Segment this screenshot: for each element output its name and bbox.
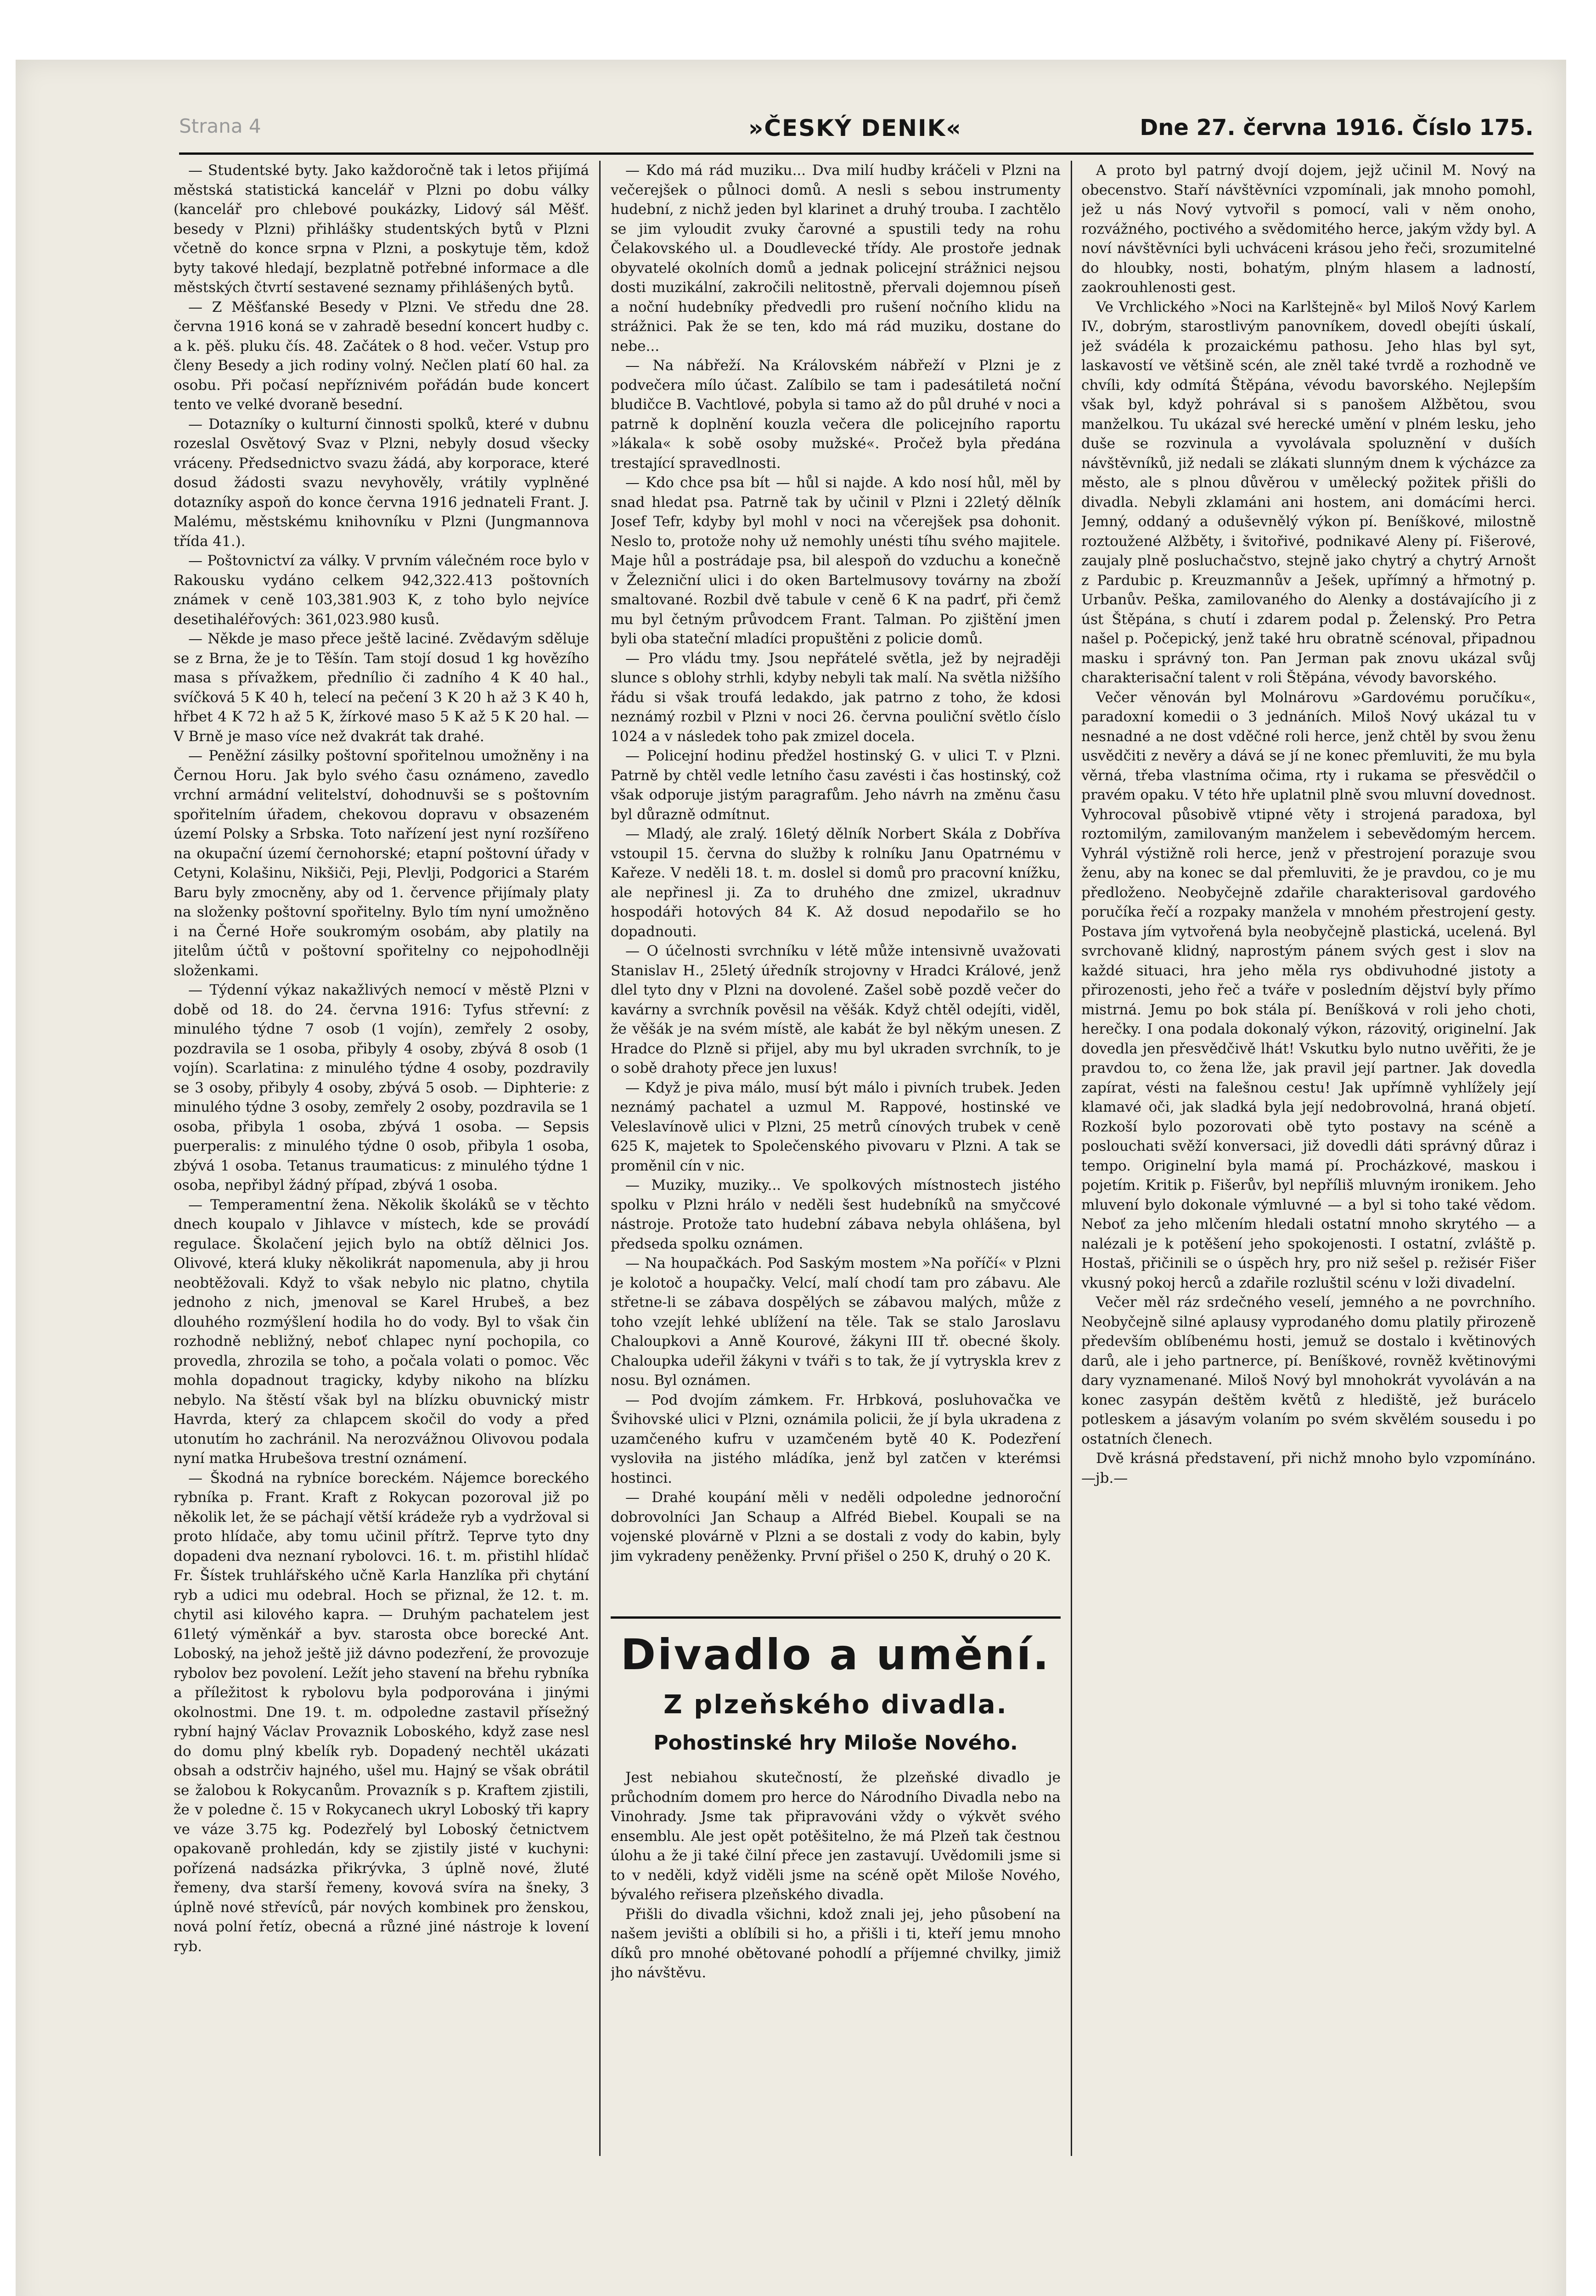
news-item: — Na nábřeží. Na Královském nábřeží v Plzni je z podvečera mílo účast. Zalíbilo se tam i padesátiletá noční bludičce B. Vachtlové, pobyla si tamo až do půl druhé v noci a patrně k doplnění kouzla večera dle policejního raportu »lákala« k sobě osoby mužské«. Pročež byla předána trestající spravedlnosti. [611, 357, 1061, 472]
news-item: — Temperamentní žena. Několik školáků se v těchto dnech koupalo v Jihlavce v místech, kde se provádí regulace. Školačení jejich bylo na obtíž dělnici Jos. Olivové, která kluky několikrát napomenula, aby ji hrou neobtěžovali. Když to však nebylo nic platno, chytila jednoho z nich, jmenoval se Karel Hrubeš, a bez dlouhého rozmýšlení hodila ho do vody. Byl to však čin rozhodně nebližný, neboť chlapec nyní pochopila, co provedla, zhrozila se toho, a počala volati o pomoc. Věc mohla dopadnout tragicky, kdyby nikoho na blízku nebylo. Na štěstí však byl na blízku obuvnický mistr Havrda, který za chlapcem skočil do vody a před utonutím ho zachránil. Na nerozvážnou Olivovou podala nyní matka Hrubešova trestní oznámení. [174, 1196, 589, 1467]
news-item: — Dotazníky o kulturní činnosti spolků, které v dubnu rozeslal Osvětový Svaz v Plzni, nebyly dosud všecky vráceny. Předsednictvo svazu žádá, aby korporace, které dosud žádosti svazu nevyhověly, vrátily vyplněné dotazníky aspoň do konce června 1916 jednateli Frant. J. Malému, městskému knihovníku v Plzni (Jungmannova třída 41.). [174, 416, 589, 550]
news-item: — Peněžní zásilky poštovní spořitelnou umožněny i na Černou Horu. Jak bylo svého času oznámeno, zavedlo vrchní armádní velitelství, dohodnuvši se s poštovním spořitelním úřadem, chekovou dopravu v obsazeném území Polsky a Srbska. Toto nařízení jest nyní rozšířeno na okupační území černohorské; etapní poštovní úřady v Cetyni, Kolašinu, Nikšiči, Peji, Plevlji, Podgorici a Starém Baru byly zmocněny, aby od 1. července přijímaly platy na složenky poštovní spořitelny. Bylo tím nyní umožněno i na Černé Hoře soukromým osobám, aby platily na jitelům účtů v poštovní spořitelny co nejpohodlněji složenkami. [174, 748, 589, 979]
column-theatre-review [611, 1768, 1061, 2154]
review-paragraph: Jest nebiahou skutečností, že plzeňské divadlo je průchodním domem pro herce do Národního Divadla nebo na Vinohrady. Jsme tak připravováni vždy o výkvět svého ensemblu. Ale jest opět potěšitelno, že má Plzeň tak čestnou úlohu a že ji také čilní přece jen zastavují. Uvědomili jsme si to v neděli, když viděli jsme na scéně opět Miloše Nového, bývalého reřisera plzeňského divadla. [611, 1769, 1061, 1903]
column-local-news [174, 161, 589, 2156]
section-rule [611, 1616, 1061, 1619]
column-police-news [611, 161, 1061, 1616]
section-title: Divadlo a umění. [620, 1630, 1051, 1679]
news-item: — Z Měšťanské Besedy v Plzni. Ve středu dne 28. června 1916 koná se v zahradě besední koncert hudby c. a k. pěš. pluku čís. 48. Začátek o 8 hod. večer. Vstup pro členy Besedy a jich rodiny volný. Nečlen platí 60 hal. za osobu. Při počasí nepříznivém pořádán bude koncert tento ve velké dvoraně besední. [174, 298, 589, 413]
column-divider [599, 161, 601, 2156]
review-paragraph: Večer věnován byl Molnárovu »Gardovému poručíku«, paradoxní komedii o 3 jednáních. Miloš Nový ukázal tu v nesnadné a ne dost vděčné roli herce, jenž chtěl by svou ženu usvědčiti z nevěry a dává se jí ne konec přemluviti, že mu byla věrná, třeba vlastníma očima, rty i rukama se přesvědčil o pravém opaku. V této hře uplatnil plně svou mluvní dovednost. Vyhrocoval působivě vtipné věty i strojená paradoxa, byl roztomilým, zamilovaným manželem i sebevědomým hercem. Vyhrál výstižně roli herce, jenž v přestrojení porazuje svou ženu, aby na konec se dal přemluviti, že je pravdou, co je mu předloženo. Neobyčejně zdařile charakterisoval gardového poručíka řečí a rozpaky manžela v mnohém přestrojení gesty. Postava jím vytvořená byla neobyčejně plastická, ucelená. Byl svrchovaně klidný, naprostým pánem svých gest i slov na každé situaci, hra jeho měla rys obdivuhodné jistoty a přirozenosti, jeho řeč a tváře v posledním dějství byly přímo mistrná. Jemu po bok stála pí. Beníšková v roli jeho choti, herečky. I ona podala dokonalý výkon, rázovitý, originelní. Jak dovedla jen přesvědčivě lhát! Vskutku bylo nutno uvěřiti, že je pravdou to, co žena lže, jak pravil její partner. Jak dovedla zapírat, vésti na falešnou cestu! Jak upřímně vyhlížely její klamavé oči, jak sladká byla její nedobrovolná, hraná objetí. Rozkoší bylo pozorovati obě tyto postavy na scéně a poslouchati svěží konversaci, již dovedli dáti správný důraz i tempo. Originelní byla mamá pí. Procházkové, maskou i pojetím. Kritik p. Fišerův, byl nepříliš mluvným ironikem. Jeho mluvení bylo dokonale výmluvné — a byl si toho také vědom. Neboť za jeho mlčením hledali ostatní mnoho skrytého — a nalézali je k potěšení jeho spokojenosti. I ostatní, zvláště p. Hostaš, přičinili se o úspěch hry, pro niž sešel p. režisér Fišer vkusný pokoj herců a zdařile rozluštil scénu v loži divadelní. [1081, 689, 1536, 1291]
news-item: — O účelnosti svrchníku v létě může intensivně uvažovati Stanislav H., 25letý úředník strojovny v Hradci Králové, jenž dlel tyto dny v Plzni na dovolené. Zašel sobě pozdě večer do kavárny a svrchník pověsil na věšák. Když chtěl odejíti, viděl, že věšák je na svém místě, ale kabát že byl někým unesen. Z Hradce do Plzně si přijel, aby mu byl ukraden svrchník, to je o sobě drahoty přece jen luxus! [611, 943, 1061, 1076]
review-paragraph: A proto byl patrný dvojí dojem, jejž učinil M. Nový na obecenstvo. Staří návštěvníci vzpomínali, jak mnoho pomohl, jež u nás Nový vytvořil s pomocí, vali v něm onoho, rozvážného, poctivého a svědomitého herce, jakým vždy byl. A noví návštěvníci byli uchváceni krásou jeho řeči, srozumitelné do hloubky, nosti, bohatým, plným hlasem a ladností, zaokrouhlenosti gest. [1081, 162, 1536, 296]
news-item: — Kdo má rád muziku... Dva milí hudby kráčeli v Plzni na večerejšek o půlnoci domů. A nesli s sebou instrumenty hudební, z nichž jeden byl klarinet a druhý trouba. I zachtělo se jim vyloudit zvuky čarovné a spustili tedy na rohu Čelakovského ul. a Doudlevecké třídy. Ale prostoře jednak obyvatelé okolních domů a jednak policejní strážnici nejsou dosti muzikální, zakročili nelitostně, přervali dojemnou píseň a noční hudebníky předvedli pro rušení nočního klidu na strážnici. Pak že se ten, kdo má rád muziku, dostane do nebe... [611, 162, 1061, 355]
review-paragraph: Večer měl ráz srdečného veselí, jemného a ne povrchního. Neobyčejně silné aplausy vyprodaného domu platily přirozeně především oblíbenému hosti, jemuž se dostalo i květinových darů, ale i jeho partnerce, pí. Beníškové, rovněž květinovými dary vyznamenané. Miloš Nový byl mnohokrát vyvoláván a na konec zasypán deštěm květů z hlediště, jež burácelo potleskem a jásavým volaním po svém skvělém sousedu i po ostatních členech. [1081, 1294, 1536, 1447]
news-item: — Škodná na rybníce boreckém. Nájemce boreckého rybníka p. Frant. Kraft z Rokycan pozoroval již po několik let, že se páchají větší krádeže ryb a vydržoval si proto hlídače, aby tomu učinil přítrž. Teprve tyto dny dopadeni dva neznaní rybolovci. 16. t. m. přistihl hlídač Fr. Šístek truhlářského učně Karla Hanzlíka při chytání ryb a udici mu odebral. Hoch se přiznal, že 12. t. m. chytil asi kilového kapra. — Druhým pachatelem jest 61letý výměnkář a byv. starosta obce borecké Ant. Loboský, na jehož ještě již dávno podezření, že provozuje rybolov bez povolení. Ležít jeho stavení na břehu rybníka a příležitost k rybolovu byla podporována i jinými okolnostmi. Dne 19. t. m. odpoledne zastavil přísežný rybní hajný Václav Provaznik Loboského, když zase nesl do domu plný kbelík ryb. Dopadený nechtěl ukázati obsah a odstrčiv hajného, ušel mu. Hajný se však obrátil se žalobou k Rokycanům. Provazník s p. Kraftem zjistili, že v poledne č. 15 v Rokycanech ukryl Loboský tři kapry ve váze 3.75 kg. Podezřelý byl Loboský četnictvem opakovaně prohledán, kdy se zjistily jisté v kuchyni: pořízená nadsázka přikrývka, 3 úplně nové, žluté řemeny, dva starší řemeny, kovová svíra na šneky, 3 úplně nové střevíců, pár nových kombinek pro ženskou, nová polní řetíz, obecná a různé jiné nástroje k lovení ryb. [174, 1469, 589, 1955]
news-item: — Pro vládu tmy. Jsou nepřátelé světla, jež by nejraději slunce s oblohy strhli, kdyby nebyli tak malí. Na světla nižšího řádu si však troufá ledakdo, jak patrno z toho, že kdosi neznámý rozbil v Plzni v noci 26. června pouliční světlo číslo 1024 a v následek toho pak zmizel docela. [611, 650, 1061, 745]
news-item: — Když je piva málo, musí být málo i pivních trubek. Jeden neznámý pachatel a uzmul M. Rappové, hostinské ve Veleslavínově ulici v Plzni, 25 metrů cínových trubek v ceně 625 K, majetek to Společenského pivovaru v Plzni. A tak se proměnil cín v nic. [611, 1079, 1061, 1174]
news-item: — Kdo chce psa bít — hůl si najde. A kdo nosí hůl, měl by snad hledat psa. Patrně tak by učinil v Plzni i 22letý dělník Josef Tefr, kdyby byl mohl v noci na včerejšek psa dohonit. Neslo to, protože nohy už nemohly unésti tíhu svého majitele. Maje hůl a postrádaje psa, bil alespoň do vzduchu a konečně v Železniční ulici i do oken Bartelmusovy továrny na zboží smaltované. Rozbil dvě tabule v ceně 6 K na padrť, při čemž mu byl četným průvodcem Frant. Talman. Po zjištění jmen byli oba stateční mladíci propuštěni z policie domů. [611, 474, 1061, 647]
page-number: Strana 4 [179, 115, 261, 137]
section-subtitle: Z plzeňského divadla. [663, 1690, 1008, 1720]
review-paragraph: Ve Vrchlického »Noci na Karlštejně« byl Miloš Nový Karlem IV., dobrým, starostlivým panovníkem, dovedl obejíti úskalí, jež svádéla k prozaickému pathosu. Jeho hlas byl syt, laskavostí ve většině scén, ale zněl také tvrdě a rozhodně ve chvíli, kdy odmítá Štěpána, vévodu bavorského. Nejlepším však byl, když pohrával si s panošem Alžbětou, svou manželkou. Tu ukázal své herecké umění v plném lesku, jeho duše se rozvinula a vyvolávala spoluznění v duších návštěvníků, již nedali se zlákati slunným dnem k výcházce za město, ale s plnou důvěrou v umělecký požitek přišli do divadla. Nebyli zklamáni ani hostem, ani domácími herci. Jemný, oddaný a oduševnělý výkon pí. Beníškové, milostně roztoužené Alžběty, i švitořivé, podnikavé Aleny pí. Fišerové, zaujaly plně posluchačstvo, stejně jako chytrý a chytrý Arnošt z Pardubic p. Kreuzmannův a Ješek, upřímný a hřmotný p. Urbanův. Peška, zamilovaného do Alenky a dostávajícího ji z úst Štěpána, s chutí i zdarem podal p. Želenský. Pro Petra našel p. Počepický, jenž také hru obratně scénoval, připadnou masku i správný ton. Pan Jerman pak znovu ukázal svůj charakterisační talent v roli Štěpána, vévody bavorského. [1081, 298, 1536, 686]
news-item: — Pod dvojím zámkem. Fr. Hrbková, posluhovačka ve Švihovské ulici v Plzni, oznámila policii, že jí byla ukradena z uzamčeného kufru v uzamčeném bytě 40 K. Podezření vysloviła na jistého mládíka, jenž byl zatčen v kterémsi hostinci. [611, 1391, 1061, 1486]
page-header [179, 115, 1534, 156]
news-item: — Mladý, ale zralý. 16letý dělník Norbert Skála z Dobříva vstoupil 15. června do služby k rolníku Janu Opatrnému v Kařeze. V neděli 18. t. m. doslel si domů pro pracovní knížku, ale nepřinesl ji. Za to druhého dne zmizel, ukradnuv hospodáři hotových 84 K. Až dosud nepodařilo se ho dopadnouti. [611, 826, 1061, 940]
issue-date: Dne 27. června 1916. Číslo 175. [1140, 115, 1534, 141]
column-theatre-review-cont [1081, 161, 1536, 2156]
news-item: — Někde je maso přece ještě laciné. Zvědavým sděluje se z Brna, že je to Těšín. Tam stojí dosud 1 kg hovězího masa s přívažkem, přednílio či zadního 4 K 40 hal., svíčková 5 K 40 h, telecí na pečení 3 K 20 h až 3 K 40 h, hřbet 4 K 72 h až 5 K, žírkové maso 5 K až 5 K 20 hal. — V Brně je maso více než dvakrát tak drahé. [174, 630, 589, 745]
news-item: — Drahé koupání měli v neděli odpoledne jednoroční dobrovolníci Jan Schaup a Alfréd Biebel. Koupali se na vojenské plovárně v Plzni a se dostali z vody do kabin, byly jim vykradeny peněženky. První přišel o 250 K, druhý o 20 K. [611, 1489, 1061, 1564]
news-item: — Na houpačkách. Pod Saským mostem »Na poříčí« v Plzni je kolotoč a houpačky. Velcí, malí chodí tam pro zábavu. Ale střetne-li se zábava dospělých se zábavou malých, může z toho vzejít lehké ublížení na těle. Tak se stalo Jaroslavu Chaloupkovi a Anně Kourové, žákyni III tř. obecné školy. Chaloupka udeřil žákyni v tváři s to tak, že jí vytryskla krev z nosu. Byl oznámen. [611, 1255, 1061, 1389]
news-item: — Poštovnictví za války. V prvním válečném roce bylo v Rakousku vydáno celkem 942,322.413 poštovních známek v ceně 103,381.903 K, z toho bylo nejvíce desetihaléřových: 361,023.980 kusů. [174, 552, 589, 628]
masthead: »ČESKÝ DENIK« [748, 115, 962, 141]
news-item: — Studentské byty. Jako každoročně tak i letos přijímá městská statistická kancelář v Plzni po dobu války (kancelář pro chlebové poukázky, Lidový sál Měšť. besedy v Plzni) přihlášky studentských bytů v Plzni včetně do konce srpna v Plzni, a poskytuje těm, kdož byty takové hledají, bezplatně potřebné informace a dle městských čtvrtí sestavené seznamy přihlášených bytů. [174, 162, 589, 296]
news-item: — Týdenní výkaz nakažlivých nemocí v městě Plzni v době od 18. do 24. června 1916: Tyfus střevní: z minulého týdne 7 osob (1 vojín), zemřely 2 osoby, pozdravila se 1 osoba, přibyly 4 osoby, zbývá 8 osob (1 vojín). Scarlatina: z minulého týdne 4 osoby, pozdravily se 3 osoby, přibyly 4 osoby, zbývá 5 osob. — Diphterie: z minulého týdne 3 osoby, zemřely 2 osoby, pozdravila se 1 osoba, přibyla 1 osoba, zbývá 1 osoba. — Sepsis puerperalis: z minulého týdne 0 osob, přibyla 1 osoba, zbývá 1 osoba. Tetanus traumaticus: z minulého týdne 1 osoba, nepřibyl žádný případ, zbývá 1 osoba. [174, 982, 589, 1193]
news-item: — Policejní hodinu předžel hostinský G. v ulici T. v Plzni. Patrně by chtěl vedle letního času zavésti i čas hostinský, což však odporuje jistým paragrafům. Jeho návrh na změnu času byl důrazně odmítnut. [611, 748, 1061, 823]
review-paragraph: Přišli do divadla všichni, kdož znali jej, jeho působení na našem jevišti a oblíbili si ho, a přišli i ti, kteří jemu mnoho díků pro mnohé obětované pohodlí a příjemné chvilky, jimiž jho návštěvu. [611, 1906, 1061, 1981]
article-headline: Pohostinské hry Miloše Nového. [653, 1731, 1018, 1755]
news-item: — Muziky, muziky... Ve spolkových místnostech jistého spolku v Plzni hrálo v neděli šest hudebníků na smyčcové nástroje. Protože tato hudební zábava nebyla ohlášena, byl předseda spolku oznámen. [611, 1177, 1061, 1252]
column-divider [1071, 161, 1072, 2156]
review-paragraph: Dvě krásná představení, při nichž mnoho bylo vzpomínáno. —jb.— [1081, 1450, 1536, 1486]
header-rule [179, 152, 1534, 155]
